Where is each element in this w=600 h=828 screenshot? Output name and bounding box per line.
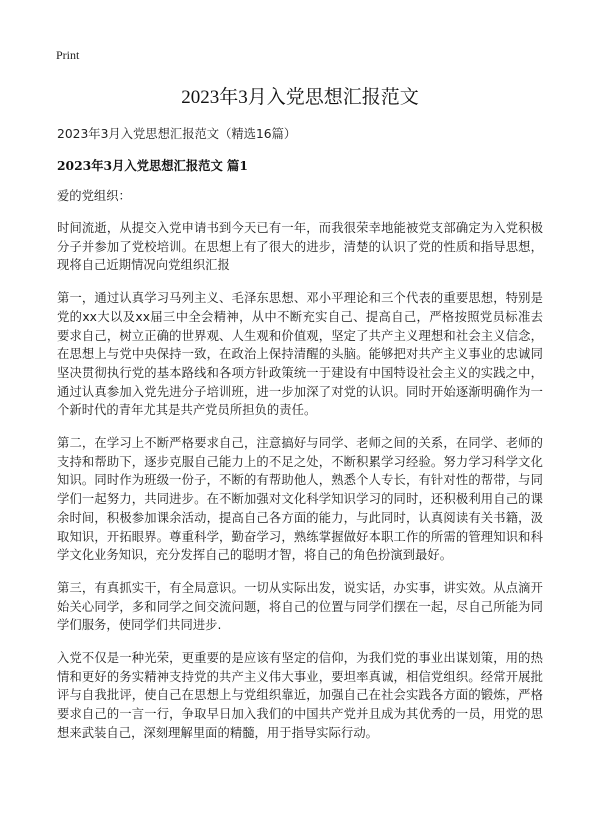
paragraph-second-point: 第二，在学习上不断严格要求自己，注意搞好与同学、老师之间的关系，在同学、老师的支持和帮助下，逐步克服自己能力上的不足之处，不断积累学习经验。努力学习科学文化知识。同时作为班级一份子，不断的有帮助他人，熟悉个人专长，有针对性的帮带，与同学们一起努力，共同进步。在不断加强对文化科学知识学习的同时，还积极利用自己的课余时间，积极参加课余活动，提高自己各方面的能力，与此同时，认真阅读有关书籍，汲取知识，开拓眼界。尊重科学，勤奋学习，熟练掌握做好本职工作的所需的管理知识和科学文化业务知识，充分发挥自己的聪明才智，将自己的角色扮演到最好。 (57, 436, 543, 563)
document-subtitle: 2023年3月入党思想汇报范文（精选16篇） (57, 127, 297, 141)
document-title: 2023年3月入党思想汇报范文 (181, 87, 419, 108)
paragraph-intro: 时间流逝，从提交入党申请书到今天已有一年，而我很荣幸地能被党支部确定为入党积极分子并参加了党校培训。在思想上有了很大的进步，清楚的认识了党的性质和指导思想，现将自己近期情况向党组织汇报 (57, 221, 543, 273)
print-label: Print (56, 48, 80, 62)
paragraph-third-point: 第三，有真抓实干，有全局意识。一切从实际出发，说实话，办实事，讲实效。从点滴开始关心同学，多和同学之间交流问题，将自己的位置与同学们摆在一起，尽自己所能为同学们服务，使同学们共同进步. (57, 580, 543, 633)
section-heading: 2023年3月入党思想汇报范文 篇1 (57, 158, 248, 173)
paragraph-first-point: 第一，通过认真学习马列主义、毛泽东思想、邓小平理论和三个代表的重要思想，特别是党的xx大以及xx届三中全会精神，从中不断充实自己、提高自己，严格按照党员标准去要求自己，树立正确的世界观、人生观和价值观，坚定了共产主义理想和社会主义信念，在思想上与党中央保持一致，在政治上保持清醒的头脑。能够把对共产主义事业的忠诚同坚决贯彻执行党的基本路线和各项方针政策统一于建设有中国特设社会主义的实践之中，通过认真参加入党先进分子培训班，进一步加深了对党的认识。同时开始逐渐明确作为一个新时代的青年尤其是共产党员所担负的责任。 (57, 291, 543, 418)
salutation: 爱的党组织： (57, 189, 131, 203)
paragraph-conclusion: 入党不仅是一种光荣，更重要的是应该有坚定的信仰，为我们党的事业出谋划策，用的热情和更好的务实精神支持党的共产主义伟大事业，要坦率真诚，相信党组织。经常开展批评与自我批评，使自己在思想上与党组织靠近，加强自己在社会实践各方面的锻炼，严格要求自己的一言一行，争取早日加入我们的中国共产党并且成为其优秀的一员，用党的思想来武装自己，深刻理解里面的精髓，用于指导实际行动。 (57, 651, 543, 740)
